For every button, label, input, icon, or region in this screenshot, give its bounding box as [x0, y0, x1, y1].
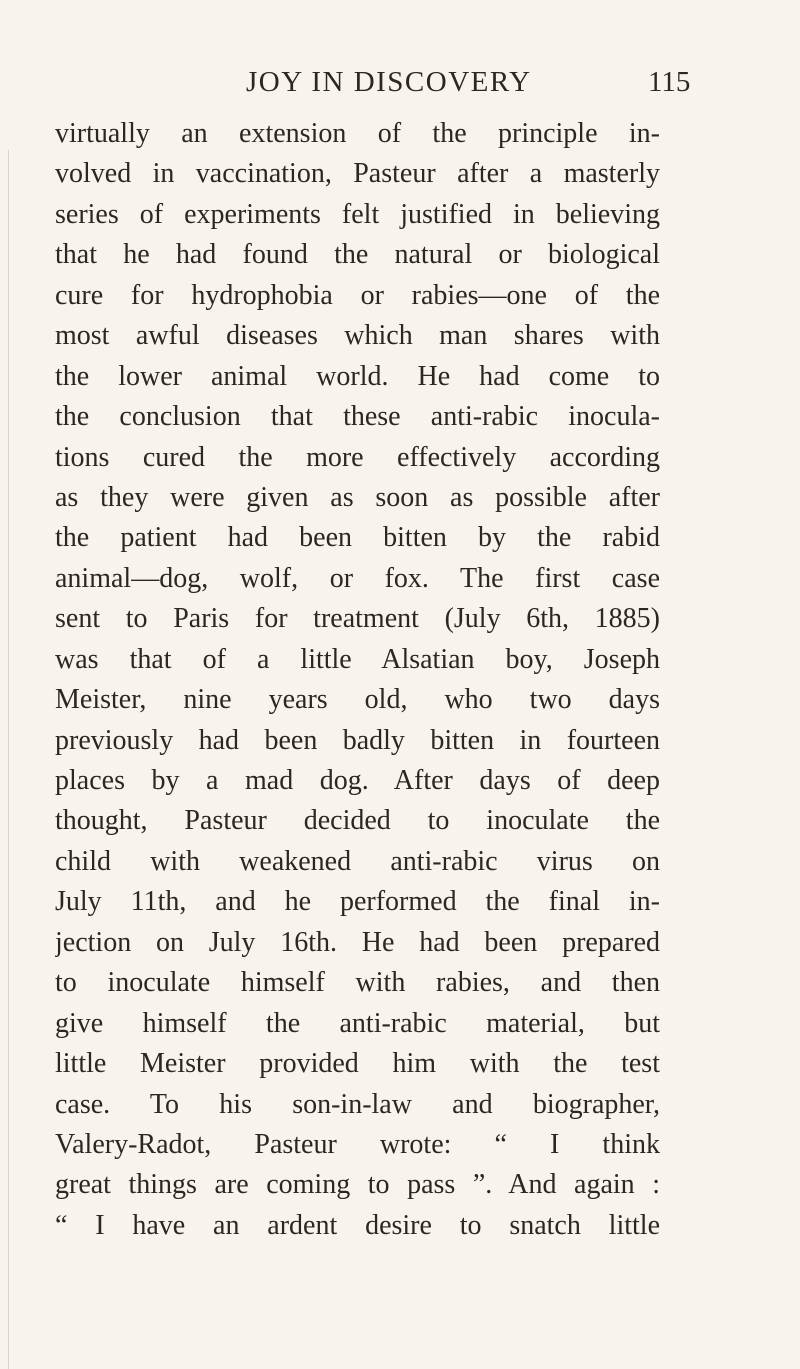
- body-text: [55, 114, 660, 1246]
- text-line: July 11th, and he performed the final in-: [55, 886, 660, 918]
- text-line: thought, Pasteur decided to inoculate the: [55, 805, 660, 837]
- running-title: JOY IN DISCOVERY: [246, 66, 532, 98]
- text-line: the patient had been bitten by the rabid: [55, 522, 660, 554]
- page-edge-shadow: [8, 150, 9, 1369]
- text-line: places by a mad dog. After days of deep: [55, 765, 660, 796]
- text-line: little Meister provided him with the test: [55, 1048, 660, 1080]
- text-line: the lower animal world. He had come to: [55, 360, 660, 392]
- running-head: [0, 62, 800, 102]
- text-line: was that of a little Alsatian boy, Joseph: [55, 643, 660, 675]
- text-line: “ I have an ardent desire to snatch little: [55, 1209, 660, 1241]
- text-line: cure for hydrophobia or rabies—one of the: [55, 279, 660, 311]
- text-line: previously had been badly bitten in fourteen: [55, 724, 660, 756]
- text-line: great things are coming to pass ”. And again :: [55, 1169, 660, 1201]
- text-line: Meister, nine years old, who two days: [55, 684, 660, 716]
- text-line: to inoculate himself with rabies, and then: [55, 967, 660, 999]
- text-line: give himself the anti-rabic material, but: [55, 1007, 660, 1039]
- text-line: as they were given as soon as possible after: [55, 481, 660, 513]
- text-line: Valery-Radot, Pasteur wrote: “ I think: [55, 1128, 660, 1160]
- text-line: series of experiments felt justified in believing: [55, 198, 660, 230]
- page-number: 115: [648, 66, 691, 98]
- text-line: volved in vaccination, Pasteur after a masterly: [55, 158, 660, 190]
- text-line: jection on July 16th. He had been prepared: [55, 926, 660, 958]
- text-line: sent to Paris for treatment (July 6th, 1885): [55, 603, 660, 635]
- text-line: that he had found the natural or biological: [55, 239, 660, 271]
- text-line: virtually an extension of the principle in-: [55, 118, 660, 149]
- text-line: most awful diseases which man shares with: [55, 320, 660, 352]
- text-line: the conclusion that these anti-rabic inocula-: [55, 401, 660, 433]
- text-line: animal—dog, wolf, or fox. The first case: [55, 562, 660, 594]
- text-line: tions cured the more effectively according: [55, 441, 660, 473]
- text-line: child with weakened anti-rabic virus on: [55, 845, 660, 877]
- text-line: case. To his son-in-law and biographer,: [55, 1088, 660, 1120]
